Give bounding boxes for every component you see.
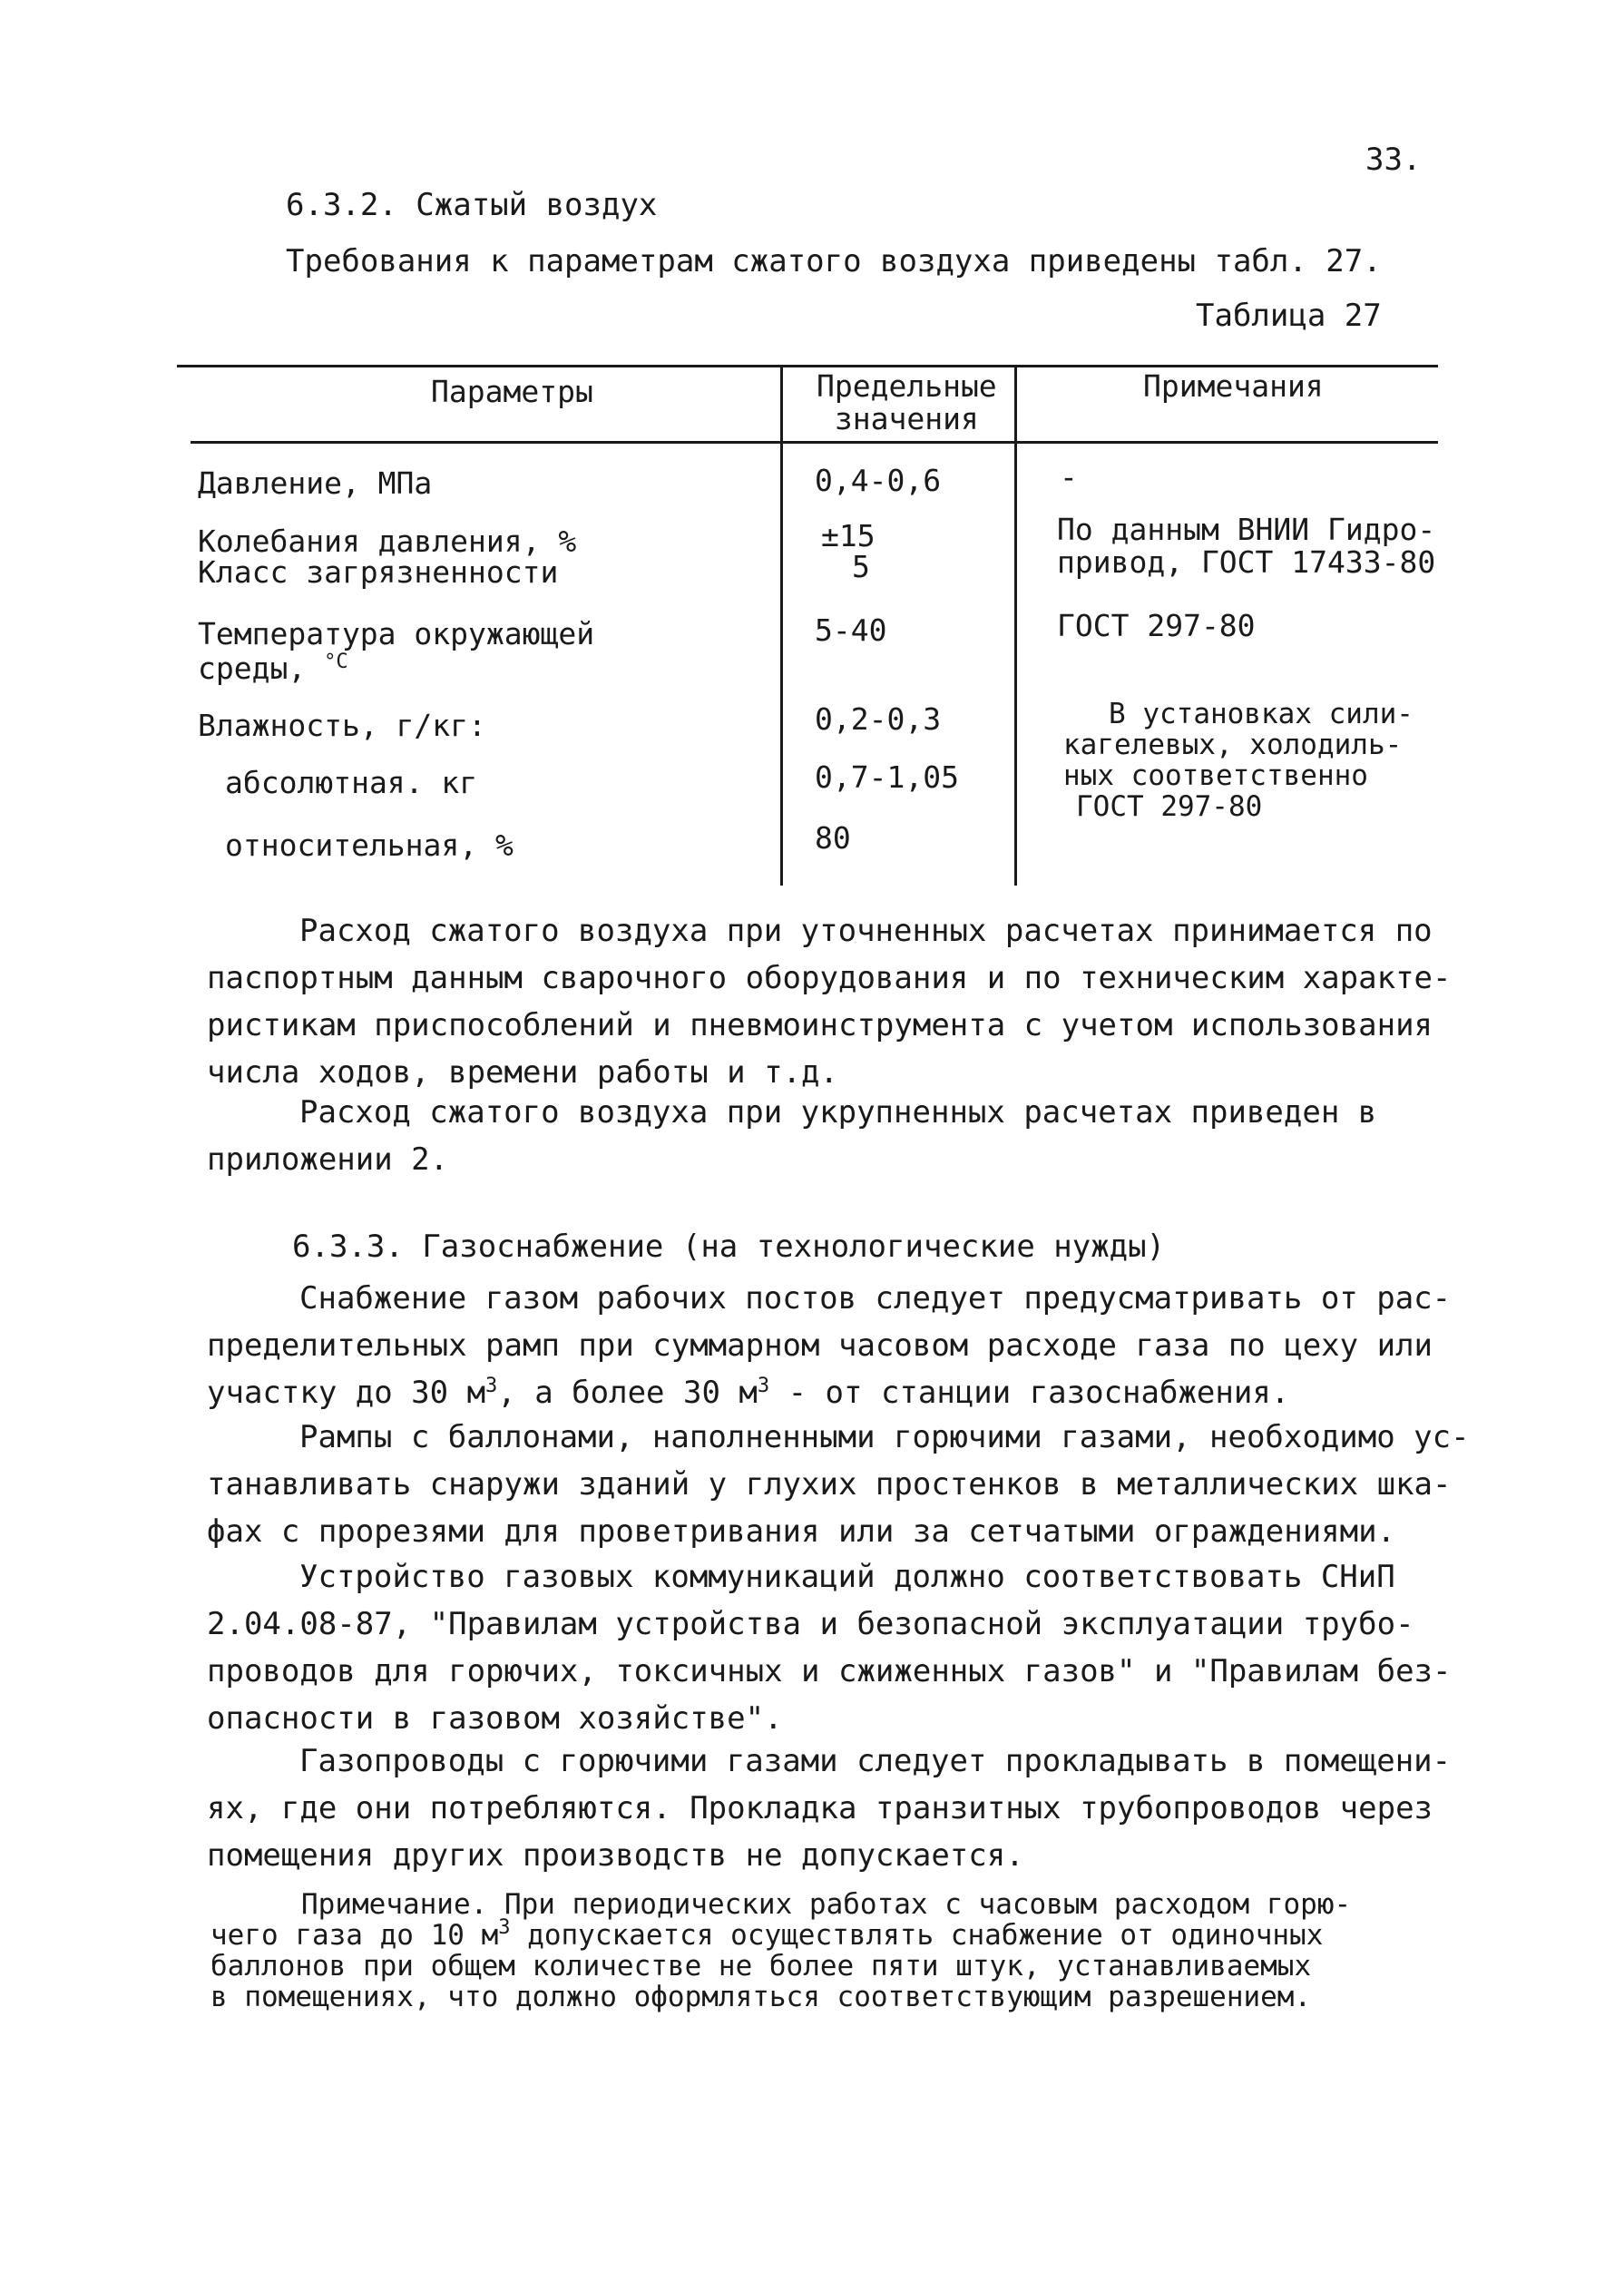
superscript: 3: [757, 1375, 770, 1397]
text-line: в помещениях, что должно оформляться соответствующим разрешением.: [210, 1981, 1312, 2013]
row-absolute-humidity-param: абсолютная. кг: [225, 765, 478, 800]
row-contamination-class-value: 5: [852, 549, 870, 584]
text-line: числа ходов, времени работы и т.д.: [207, 1054, 838, 1091]
table-top-rule: [177, 365, 1438, 367]
text-line: опасности в газовом хозяйстве".: [207, 1700, 783, 1737]
row-ambient-temperature-value: 5-40: [815, 612, 887, 648]
row-relative-humidity-param: относительная, %: [225, 827, 514, 863]
row-pressure-value: 0,4-0,6: [815, 463, 942, 498]
paragraph-gas-communications: [207, 1553, 1451, 1742]
row-pressure-fluctuation-line1: Колебания давления, %: [198, 524, 577, 559]
table-intro-text: Требования к параметрам сжатого воздуха приведены табл. 27.: [286, 243, 1382, 279]
text-line: Снабжение газом рабочих постов следует предусматривать от рас-: [299, 1280, 1452, 1317]
row-ambient-temperature-param: [198, 617, 594, 686]
paragraph-air-consumption-aggregate: [207, 1089, 1376, 1183]
row-humidity-note-line4: ГОСТ 297-80: [1076, 790, 1263, 823]
text-fragment: - от станции газоснабжения.: [769, 1375, 1290, 1411]
row-pressure-fluctuation-value-line1: ±15: [821, 518, 876, 553]
row-contamination-class-line2: Класс загрязненности: [198, 554, 559, 590]
row-ambient-temperature-line1: Температура окружающей: [198, 616, 595, 651]
text-line: помещения других производств не допускается.: [207, 1837, 1024, 1874]
text-line: паспортным данным сварочного оборудования и по техническим характе-: [207, 960, 1452, 996]
table-caption: Таблица 27: [1196, 298, 1382, 334]
row-absolute-humidity-value: 0,7-1,05: [815, 759, 959, 795]
paragraph-air-consumption-detailed: [207, 907, 1451, 1096]
row-pressure-fluctuation-note-line2: привод, ГОСТ 17433-80: [1057, 544, 1436, 580]
row-pressure-fluctuation-param: [198, 526, 576, 588]
text-fragment: чего газа до 10 м: [210, 1919, 499, 1952]
header-notes: Примечания: [1143, 368, 1324, 404]
text-line: фах с прорезями для проветривания или за сетчатыми ограждениями.: [207, 1513, 1396, 1550]
row-humidity-note-line2: кагелевых, холодиль-: [1063, 729, 1403, 761]
table-column-divider-2: [1014, 367, 1017, 886]
text-line: Расход сжатого воздуха при укрупненных расчетах приведен в: [299, 1094, 1377, 1131]
note-label: Примечание.: [301, 1888, 488, 1921]
text-line: [210, 1889, 1351, 1920]
table-header-rule: [191, 441, 1438, 444]
text-line: Рампы с баллонами, наполненными горючими газами, необходимо ус-: [299, 1419, 1470, 1455]
superscript: 3: [485, 1375, 498, 1397]
text-line: ях, где они потребляются. Прокладка транзитных трубопроводов через: [207, 1790, 1433, 1826]
text-line: [210, 1916, 1351, 1952]
header-parameters: Параметры: [431, 374, 593, 409]
text-line: ристикам приспособлений и пневмоинструмента с учетом использования: [207, 1007, 1433, 1043]
row-ambient-temperature-line2: среды,: [198, 651, 307, 686]
text-line: [207, 1369, 1451, 1416]
row-pressure-note: -: [1060, 459, 1078, 494]
section-heading-gas-supply: 6.3.3. Газоснабжение (на технологические нужды): [292, 1229, 1166, 1265]
text-line: Устройство газовых коммуникаций должно соответствовать СНиП: [299, 1559, 1395, 1595]
text-line: пределительных рамп при суммарном часовом расходе газа по цеху или: [207, 1327, 1433, 1364]
note-block: [210, 1889, 1351, 2012]
text-line: Расход сжатого воздуха при уточненных расчетах принимается по: [299, 913, 1433, 949]
text-line: проводов для горючих, токсичных и сжиженных газов" и "Правилам без-: [207, 1653, 1452, 1689]
text-fragment: участку до 30 м: [207, 1375, 486, 1411]
page-number: 33.: [1365, 142, 1422, 178]
row-pressure-fluctuation-value: [821, 518, 876, 584]
row-pressure-param: Давление, МПа: [198, 465, 433, 501]
row-humidity-param: Влажность, г/кг:: [198, 708, 486, 743]
text-line: Газопроводы с горючими газами следует прокладывать в помещени-: [299, 1743, 1452, 1779]
row-humidity-note-line3: ных соответственно: [1063, 759, 1368, 792]
text-fragment: допускается осуществлять снабжение от одиночных: [510, 1919, 1324, 1952]
text-line: танавливать снаружи зданий у глухих простенков в металлических шка-: [207, 1466, 1452, 1503]
row-humidity-note: [1063, 699, 1435, 822]
superscript: 3: [498, 1916, 511, 1939]
header-limit-values-line2: значения: [834, 401, 979, 436]
text-line: 2.04.08-87, "Правилам устройства и безопасной эксплуатации трубо-: [207, 1606, 1414, 1642]
header-limit-values: [817, 370, 997, 436]
paragraph-gas-pipelines: [207, 1738, 1451, 1879]
text-line: приложении 2.: [207, 1141, 449, 1178]
text-fragment: При периодических работах с часовым расходом горю-: [487, 1888, 1352, 1921]
header-limit-values-line1: Предельные: [817, 368, 997, 404]
row-humidity-value: 0,2-0,3: [815, 701, 942, 737]
row-humidity-note-line1: В установках сили-: [1109, 698, 1414, 730]
row-pressure-fluctuation-note-line1: По данным ВНИИ Гидро-: [1057, 512, 1436, 547]
paragraph-gas-supply-posts: [207, 1275, 1451, 1416]
text-line: баллонов при общем количестве не более пяти штук, устанавливаемых: [210, 1950, 1312, 1983]
section-heading-compressed-air: 6.3.2. Сжатый воздух: [286, 187, 658, 223]
text-fragment: , а более 30 м: [497, 1375, 758, 1411]
table-column-divider-1: [780, 367, 783, 886]
row-pressure-fluctuation-note: [1057, 514, 1435, 579]
row-relative-humidity-value: 80: [815, 820, 851, 856]
paragraph-gas-ramps: [207, 1414, 1470, 1555]
row-ambient-temperature-unit: °C: [324, 651, 348, 673]
row-ambient-temperature-note: ГОСТ 297-80: [1057, 608, 1256, 643]
